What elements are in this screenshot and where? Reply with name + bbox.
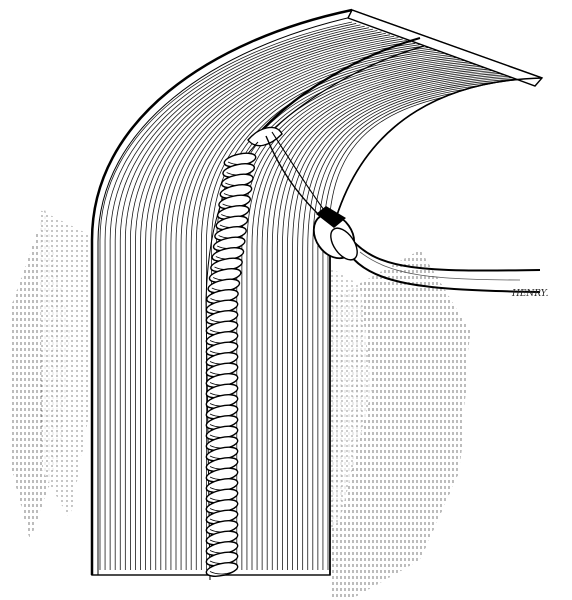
curved-wall <box>92 10 542 600</box>
engraver-signature: HENRY. <box>512 289 549 299</box>
